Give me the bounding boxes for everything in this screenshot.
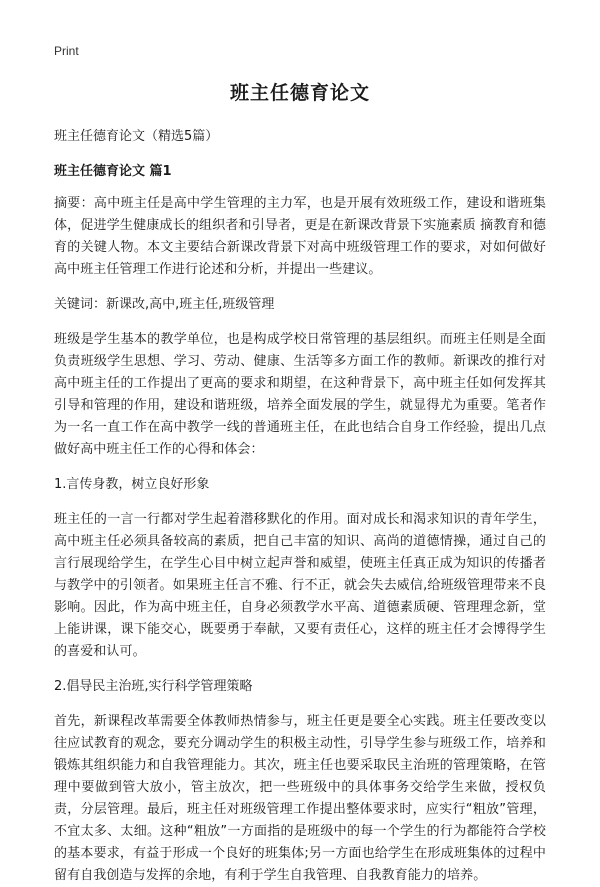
intro-paragraph: 班级是学生基本的教学单位，也是构成学校日常管理的基层组织。而班主任则是全面负责班级学生思想、学习、劳动、健康、生活等多方面工作的教师。新课改的推行对高中班主任的工作提出了更高的要求和期望，在这种背景下，高中班主任如何发挥其引导和管理的作用，建设和谐班级，培养全面发展的学生，就显得尤为重要。笔者作为一名一直工作在高中教学一线的普通班主任，在此也结合自身工作经验，提出几点做好高中班主任工作的心得和体会： bbox=[54, 332, 546, 457]
page-title: 班主任德育论文 bbox=[229, 82, 370, 104]
section-heading: 班主任德育论文 篇1 bbox=[54, 164, 172, 179]
point1-heading: 1.言传身教，树立良好形象 bbox=[54, 477, 210, 492]
point1-paragraph: 班主任的一言一行都对学生起着潜移默化的作用。面对成长和渴求知识的青年学生，高中班主任必须具备较高的素质，把自己丰富的知识、高尚的道德情操，通过自己的言行展现给学生，在学生心目中树立起声誉和威望，使班主任真正成为知识的传播者与教学中的引领者。如果班主任言不雅、行不正，就会失去威信,给班级管理带来不良影响。因此，作为高中班主任，自身必须教学水平高、道德素质硬、管理理念新，堂上能讲课，课下能交心，既要勇于奉献，又要有责任心，这样的班主任才会博得学生的喜爱和认可。 bbox=[54, 512, 546, 659]
keywords-line: 关键词：新课改,高中,班主任,班级管理 bbox=[54, 297, 275, 312]
print-label[interactable]: Print bbox=[54, 44, 79, 58]
document-subtitle: 班主任德育论文（精选5篇） bbox=[54, 129, 219, 144]
point2-heading: 2.倡导民主治班,实行科学管理策略 bbox=[54, 679, 253, 694]
abstract-paragraph: 摘要：高中班主任是高中学生管理的主力军，也是开展有效班级工作，建设和谐班集体，促进学生健康成长的组织者和引导者，更是在新课改背景下实施素质 摘教育和德育的关键人物。本文主要结合新课改背景下对高中班级管理工作的要求，对如何做好高中班主任管理工作进行论述和分析，并提出一些建议。 bbox=[54, 196, 546, 277]
point2-paragraph: 首先，新课程改革需要全体教师热情参与，班主任更是要全心实践。班主任要改变以往应试教育的观念，要充分调动学生的积极主动性，引导学生参与班级工作，培养和锻炼其组织能力和自我管理能力。其次，班主任也要采取民主治班的管理策略，在管理中要做到管大放小，管主放次，把一些班级中的具体事务交给学生来做，授权负责，分层管理。最后，班主任对班级管理工作提出整体要求时，应实行“粗放”管理，不宜太多、太细。这种“粗放”一方面指的是班级中的每一个学生的行为都能符合学校的基本要求，有益于形成一个良好的班集体;另一方面也给学生在形成班集体的过程中留有自我创造与发挥的余地，有利于学生自我管理、自我教育能力的培养。 bbox=[54, 714, 546, 883]
